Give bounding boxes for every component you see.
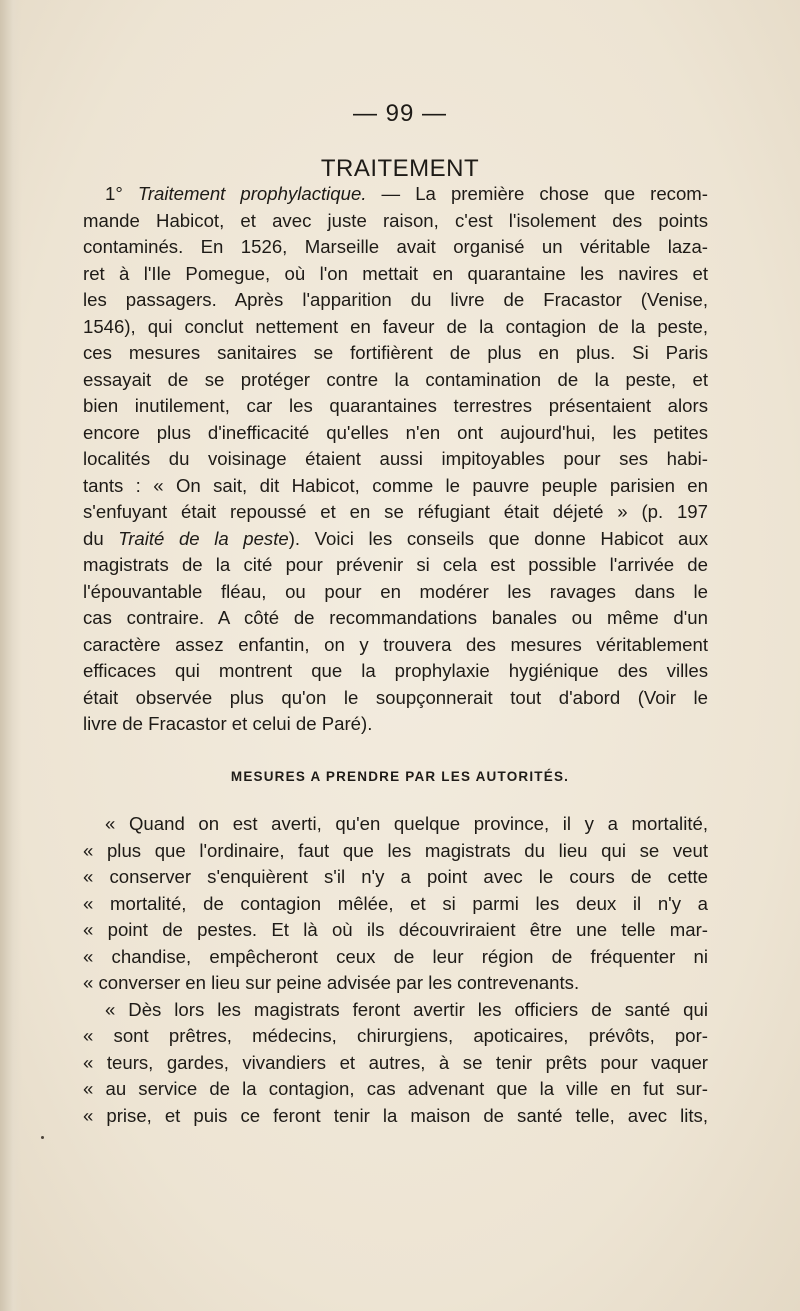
quote-line: « Quand on est averti, qu'en quelque province, il y a mortalité,	[105, 813, 708, 834]
text-span: ). Voici les conseils que donne Habicot aux	[288, 527, 708, 549]
quote-line: « chandise, empêcheront ceux de leur région de fréquenter ni	[83, 945, 708, 967]
text-line: s'enfuyant était repoussé et en se réfugiant était déjeté » (p. 197	[83, 501, 708, 522]
text-line: les passagers. Après l'apparition du livre de Fracastor (Venise,	[83, 289, 708, 310]
quote-line: « plus que l'ordinaire, faut que les magistrats du lieu qui se veut	[83, 839, 708, 861]
text-line: cas contraire. A côté de recommandations banales ou même d'un	[83, 607, 708, 628]
page-binding-edge	[0, 0, 22, 1311]
quote-line: « mortalité, de contagion mêlée, et si parmi les deux il n'y a	[83, 892, 708, 914]
text-line	[83, 526, 708, 553]
text-line: encore plus d'inefficacité qu'elles n'en ont aujourd'hui, les petites	[83, 421, 708, 443]
text-line: était observée plus qu'on le soupçonnerait tout d'abord (Voir le	[83, 686, 708, 708]
page-number: — 99 —	[352, 100, 448, 127]
text-span: du	[83, 527, 119, 549]
text-line: efficaces qui montrent que la prophylaxie hygiénique des villes	[83, 660, 708, 681]
text-line: l'épouvantable fléau, ou pour en modérer les ravages dans le	[83, 580, 708, 602]
quote-line: « conserver s'enquièrent s'il n'y a point avec le cours de cette	[83, 866, 708, 887]
text-line: bien inutilement, car les quarantaines terrestres présentaient alors	[83, 395, 708, 416]
quote-line: « point de pestes. Et là où ils découvriraient être une telle mar-	[83, 919, 708, 940]
text-line: ret à l'Ile Pomegue, où l'on mettait en quarantaine les navires et	[83, 262, 708, 284]
paper-speck	[41, 1136, 44, 1139]
text-line: essayait de se protéger contre la contamination de la peste, et	[83, 368, 708, 390]
quote-line: « prise, et puis ce feront tenir la maison de santé telle, avec lits,	[83, 1104, 708, 1126]
quote-line: « au service de la contagion, cas advenant que la ville en fut sur-	[83, 1078, 708, 1099]
quote-line: « converser en lieu sur peine advisée par les contrevenants.	[83, 972, 580, 993]
section-heading-italic: Traitement prophylactique.	[137, 183, 367, 204]
text-line: caractère assez enfantin, on y trouvera des mesures véritablement	[83, 633, 708, 655]
text-line: localités du voisinage étaient aussi impitoyables pour ses habi-	[83, 448, 708, 469]
text-line: tants : « On sait, dit Habicot, comme le pauvre peuple parisien en	[83, 474, 708, 496]
text-line: magistrats de la cité pour prévenir si cela est possible l'arrivée de	[83, 554, 708, 575]
quoted-passage	[83, 811, 708, 1129]
quote-line: « Dès lors les magistrats feront avertir les officiers de santé qui	[105, 998, 708, 1020]
book-title-italic: Traité de la peste	[118, 527, 289, 549]
section-subheading: MESURES A PRENDRE PAR LES AUTORITÉS.	[230, 769, 570, 784]
text-span: — La première chose que recom-	[366, 183, 708, 204]
text-line: 1546), qui conclut nettement en faveur de la contagion de la peste,	[83, 315, 708, 337]
text-line: ces mesures sanitaires se fortifièrent de plus en plus. Si Paris	[83, 342, 708, 363]
section-number: 1°	[105, 183, 138, 204]
quote-line: « sont prêtres, médecins, chirurgiens, apoticaires, prévôts, por-	[83, 1025, 708, 1046]
text-line	[83, 181, 708, 208]
text-line: mande Habicot, et avec juste raison, c'est l'isolement des points	[83, 209, 708, 231]
page-title: TRAITEMENT	[320, 155, 480, 182]
text-line: contaminés. En 1526, Marseille avait organisé un véritable laza-	[83, 236, 708, 257]
quote-line: « teurs, gardes, vivandiers et autres, à se tenir prêts pour vaquer	[83, 1051, 708, 1073]
body-paragraph	[83, 181, 708, 738]
text-line: livre de Fracastor et celui de Paré).	[83, 713, 373, 734]
